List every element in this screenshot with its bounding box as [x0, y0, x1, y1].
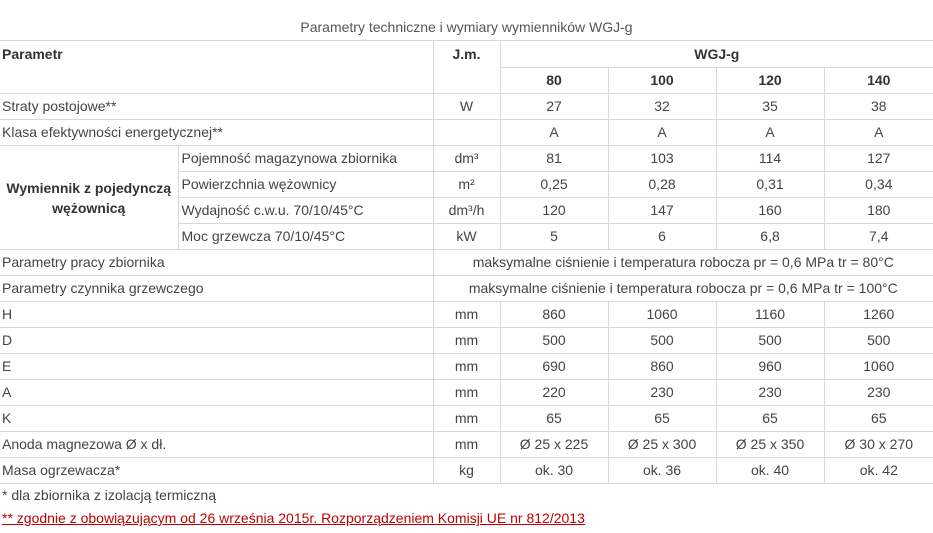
param-label: A: [2, 384, 12, 400]
value-cell: 0,25: [500, 172, 608, 198]
value-cell: 0,34: [824, 172, 933, 198]
table-row: [0, 406, 933, 432]
param-label: Anoda magnezowa Ø x dł.: [2, 436, 167, 452]
param-label: Masa ogrzewacza*: [2, 462, 121, 478]
value-cell: 860: [500, 302, 608, 328]
table-row: [0, 354, 933, 380]
param-label: Powierzchnia wężownicy: [178, 172, 433, 198]
header-parametr: Parametr: [2, 46, 63, 62]
table-row: [0, 94, 933, 120]
header-model: 140: [824, 68, 933, 94]
value-cell: 500: [500, 328, 608, 354]
table-row: [0, 458, 933, 484]
value-cell: A: [824, 120, 933, 146]
table-row: [0, 120, 933, 146]
table-row: [0, 380, 933, 406]
unit-cell: mm: [433, 406, 500, 432]
value-cell: 114: [716, 146, 824, 172]
value-cell: ok. 30: [500, 458, 608, 484]
param-label: Straty postojowe**: [2, 98, 117, 114]
unit-cell: kW: [433, 224, 500, 250]
value-cell: A: [500, 120, 608, 146]
value-cell: 0,28: [608, 172, 716, 198]
value-cell: ok. 40: [716, 458, 824, 484]
value-cell: 147: [608, 198, 716, 224]
value-cell: 180: [824, 198, 933, 224]
param-label: Klasa efektywności energetycznej**: [2, 124, 224, 140]
unit-cell: kg: [433, 458, 500, 484]
value-cell: 230: [608, 380, 716, 406]
unit-cell: mm: [433, 432, 500, 458]
unit-cell: mm: [433, 380, 500, 406]
spec-table: [0, 40, 933, 484]
table-body: [0, 41, 933, 484]
param-label: Wydajność c.w.u. 70/10/45°C: [178, 198, 433, 224]
value-cell: 690: [500, 354, 608, 380]
value-cell: 1060: [608, 302, 716, 328]
table-row: [0, 146, 933, 172]
unit-cell: mm: [433, 354, 500, 380]
group-label-exchanger: Wymiennik z pojedynczą wężownicą: [6, 179, 172, 216]
value-cell: Ø 25 x 300: [608, 432, 716, 458]
header-model-group: WGJ-g: [500, 41, 933, 68]
table-row: [0, 328, 933, 354]
value-cell: 960: [716, 354, 824, 380]
value-cell: 0,31: [716, 172, 824, 198]
param-label: Parametry czynnika grzewczego: [2, 280, 204, 296]
value-cell: 5: [500, 224, 608, 250]
unit-cell: dm³: [433, 146, 500, 172]
param-label: Moc grzewcza 70/10/45°C: [178, 224, 433, 250]
header-unit: J.m.: [433, 41, 500, 94]
unit-cell: m²: [433, 172, 500, 198]
header-row-1: [0, 41, 933, 68]
value-cell: 38: [824, 94, 933, 120]
value-cell: 27: [500, 94, 608, 120]
value-cell: ok. 36: [608, 458, 716, 484]
value-cell: 65: [500, 406, 608, 432]
value-cell: Ø 30 x 270: [824, 432, 933, 458]
unit-cell: [433, 120, 500, 146]
value-cell: 220: [500, 380, 608, 406]
value-cell: 860: [608, 354, 716, 380]
value-cell: A: [608, 120, 716, 146]
value-cell: 32: [608, 94, 716, 120]
value-cell: 230: [716, 380, 824, 406]
value-cell: 81: [500, 146, 608, 172]
footnote-regulation-link[interactable]: ** zgodnie z obowiązującym od 26 września 2015r. Rozporządzeniem Komisji UE nr 812/2013: [2, 510, 585, 526]
table-caption: Parametry techniczne i wymiary wymienników WGJ-g: [300, 19, 633, 35]
param-label: K: [2, 410, 12, 426]
value-cell: 103: [608, 146, 716, 172]
value-cell: 120: [500, 198, 608, 224]
value-cell: A: [716, 120, 824, 146]
unit-cell: mm: [433, 302, 500, 328]
footnote-insulation: * dla zbiornika z izolacją termiczną: [2, 487, 216, 503]
value-cell: 65: [608, 406, 716, 432]
value-cell: ok. 42: [824, 458, 933, 484]
header-model: 120: [716, 68, 824, 94]
value-cell: 65: [716, 406, 824, 432]
value-cell: 6: [608, 224, 716, 250]
unit-cell: dm³/h: [433, 198, 500, 224]
value-cell: 1060: [824, 354, 933, 380]
table-row: [0, 432, 933, 458]
table-row: [0, 250, 933, 276]
table-row: [0, 276, 933, 302]
value-cell: 230: [824, 380, 933, 406]
param-label: Pojemność magazynowa zbiornika: [178, 146, 433, 172]
value-cell: 500: [608, 328, 716, 354]
unit-cell: W: [433, 94, 500, 120]
value-cell: Ø 25 x 350: [716, 432, 824, 458]
value-cell: 65: [824, 406, 933, 432]
param-label: E: [2, 358, 12, 374]
header-model: 80: [500, 68, 608, 94]
param-label: Parametry pracy zbiornika: [2, 254, 165, 270]
value-cell: 7,4: [824, 224, 933, 250]
value-cell: 160: [716, 198, 824, 224]
param-label: H: [2, 306, 13, 322]
merged-value-cell: maksymalne ciśnienie i temperatura robocza pr = 0,6 MPa tr = 80°C: [433, 250, 933, 276]
unit-cell: mm: [433, 328, 500, 354]
value-cell: 500: [824, 328, 933, 354]
table-row: [0, 302, 933, 328]
value-cell: Ø 25 x 225: [500, 432, 608, 458]
value-cell: 127: [824, 146, 933, 172]
value-cell: 1260: [824, 302, 933, 328]
value-cell: 35: [716, 94, 824, 120]
value-cell: 6,8: [716, 224, 824, 250]
param-label: D: [2, 332, 13, 348]
value-cell: 1160: [716, 302, 824, 328]
value-cell: 500: [716, 328, 824, 354]
header-model: 100: [608, 68, 716, 94]
merged-value-cell: maksymalne ciśnienie i temperatura robocza pr = 0,6 MPa tr = 100°C: [433, 276, 933, 302]
